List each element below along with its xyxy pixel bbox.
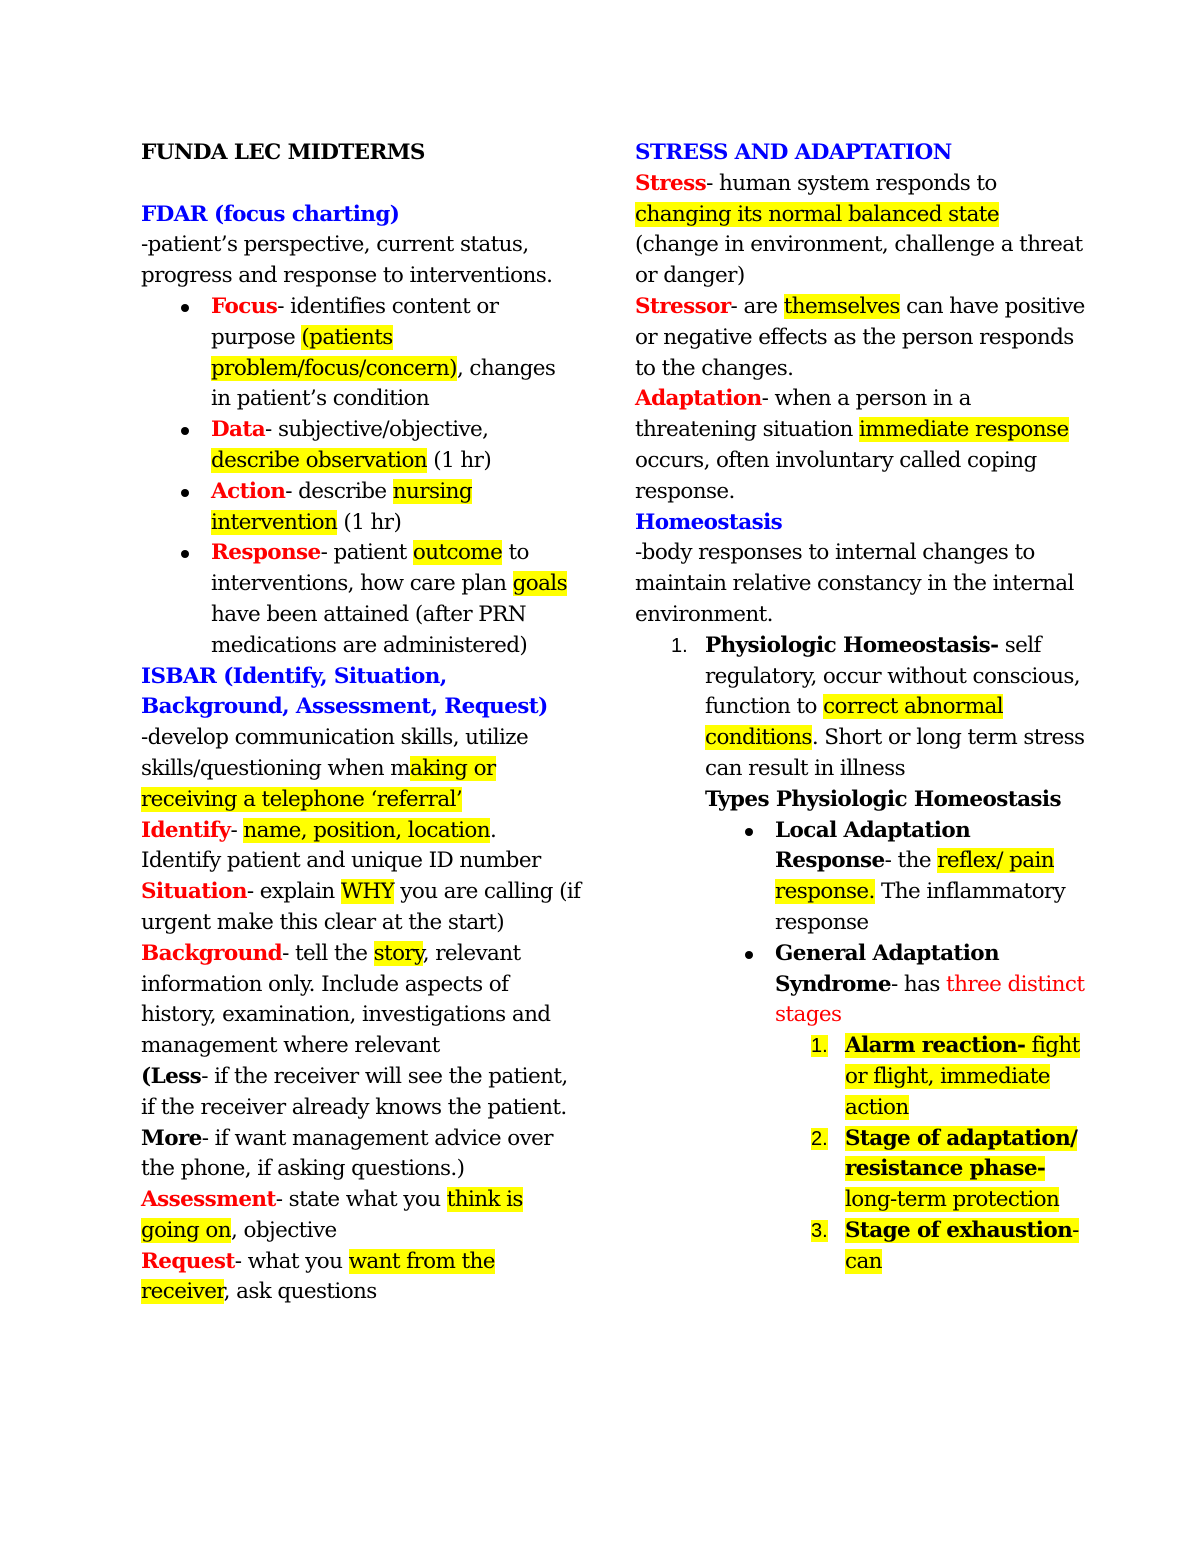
fdar-item-response: Response- patient outcome to interventions, how care plan goals have been attained (after PRN medications are administered) (211, 538, 581, 661)
right-column (635, 138, 1085, 1277)
isbar-intro: -develop communication skills, utilize skills/questioning when making or receiving a telephone ‘referral’ (141, 725, 529, 812)
fdar-item-focus: Focus- identifies content or purpose (patients problem/focus/concern), changes in patient’s condition (211, 292, 581, 415)
isbar-less: (Less- if the receiver will see the patient, if the receiver already knows the patient. (141, 1063, 568, 1120)
stressor-definition: Stressor- are themselves can have positive or negative effects as the person responds to the changes. (635, 293, 1085, 381)
fdar-heading: FDAR (focus charting) (141, 201, 400, 227)
local-adaptation-item: Local Adaptation Response- the reflex/ pain response. The inflammatory response (775, 816, 1085, 939)
list-number: 1. (671, 634, 688, 657)
isbar-more: More- if want management advice over the phone, if asking questions.) (141, 1125, 553, 1182)
stage-adaptation-resistance: 2. Stage of adaptation/ resistance phase- long-term protection (811, 1125, 1078, 1213)
isbar-heading: ISBAR (Identify, Situation, Background, Assessment, Request) (141, 663, 548, 720)
list-number: 1. (811, 1035, 828, 1058)
isbar-request: Request- what you want from the receiver, ask questions (141, 1248, 495, 1305)
homeostasis-heading: Homeostasis (635, 509, 783, 535)
isbar-background: Background- tell the story, relevant information only. Include aspects of history, examination, investigations and management where relevant (141, 940, 551, 1059)
left-column (141, 138, 581, 1308)
stress-adaptation-heading: STRESS AND ADAPTATION (635, 140, 952, 165)
list-number: 2. (811, 1127, 828, 1150)
document-title: FUNDA LEC MIDTERMS (141, 140, 425, 165)
general-adaptation-item: General Adaptation Syndrome- has three distinct stages 1. Alarm reaction- fight or flight, immediate action 2. Stage of adaptation/ resistance phase- long-term protection 3. Stage of exhaustion- can (775, 939, 1085, 1278)
fdar-item-data: Data- subjective/objective, describe observation (1 hr) (211, 415, 581, 477)
homeostasis-definition: -body responses to internal changes to maintain relative constancy in the internal environment. (635, 540, 1074, 627)
isbar-identify: Identify- name, position, location. Identify patient and unique ID number (141, 817, 541, 874)
stage-exhaustion: 3. Stage of exhaustion- can (811, 1217, 1079, 1274)
adaptation-definition: Adaptation- when a person in a threatening situation immediate response occurs, often involuntary called coping response. (635, 386, 1069, 504)
homeostasis-list (635, 631, 1085, 1278)
types-list (705, 816, 1085, 1278)
physiologic-homeostasis-item: 1. Physiologic Homeostasis- self regulatory, occur without conscious, function to correct abnormal conditions. Short or long term stress can result in illness Types Physiologic Homeostasis Local Adaptation Response- the reflex/ pain response. The inflammatory response General Adaptation Syndrome- has three distinct stages 1. Alarm reaction- fight or flight, immediate action 2. Stage of adaptation/ resistance phase- long-term protection 3. Stage of exhaustion- can (705, 631, 1085, 1278)
isbar-assessment: Assessment- state what you think is going on, objective (141, 1187, 523, 1243)
types-physiologic-heading: Types Physiologic Homeostasis (705, 786, 1061, 812)
stress-definition: Stress- human system responds to changing its normal balanced state (change in environment, challenge a threat or danger) (635, 170, 1083, 289)
stage-alarm-reaction: 1. Alarm reaction- fight or flight, immediate action (811, 1033, 1080, 1120)
gas-stages-list (775, 1031, 1085, 1277)
fdar-list (141, 292, 581, 662)
fdar-item-action: Action- describe nursing intervention (1 hr) (211, 477, 581, 539)
isbar-situation: Situation- explain WHY you are calling (if urgent make this clear at the start) (141, 879, 581, 935)
list-number: 3. (811, 1219, 828, 1242)
fdar-intro: -patient’s perspective, current status, progress and response to interventions. (141, 232, 553, 289)
